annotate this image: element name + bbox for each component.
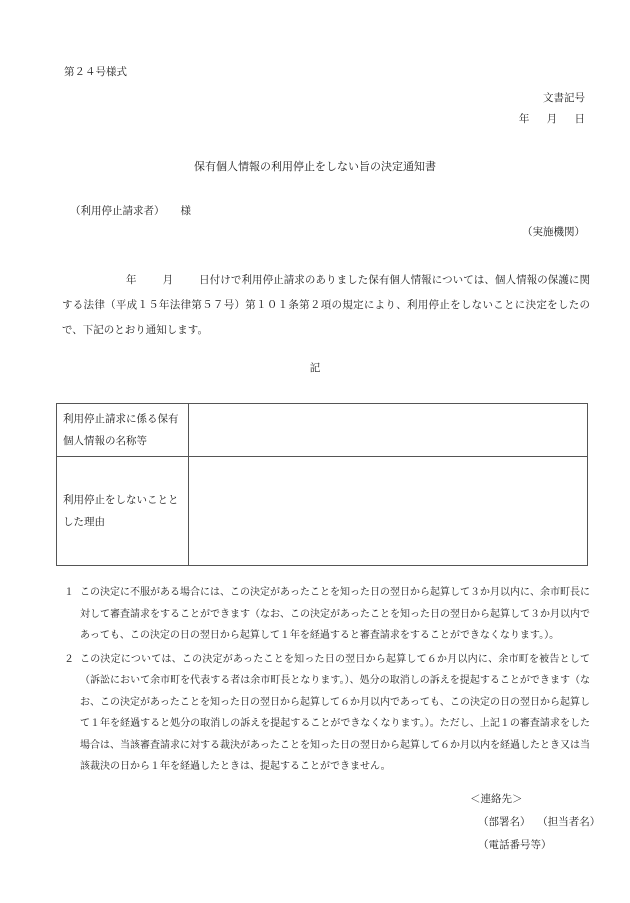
recipient [70,205,191,218]
date-month: 月 [546,113,558,125]
contact-names [470,811,600,834]
body-date-month: 月 [162,274,174,286]
contact-phone: （電話番号等） [478,839,552,851]
date-year: 年 [518,113,530,125]
body-date [62,274,199,286]
table-row [57,457,588,566]
note-text: この決定については、この決定があったことを知った日の翌日から起算して６か月以内に、余市町を被告として（訴訟において余市町を代表する者は余市町長となります。）、処分の取消しの訴えを提起することができます（なお、この決定があったことを知った日の翌日から起算して６か月以内であっても、この決定の日の翌日から起算して１年を経過すると処分の取消しの訴えを提起することができなくなります。）。ただし、上記１の審査請求をした場合は、当該審査請求に対する裁決があったことを知った日の翌日から起算して６か月以内を経過したとき又は当該裁決の日から１年を経過したときは、提起することができません。 [80,653,590,772]
document-title: 保有個人情報の利用停止をしない旨の決定通知書 [194,160,436,173]
notice-body [62,268,590,343]
date-day: 日 [574,113,585,125]
body-date-year: 年 [126,274,137,286]
recipient-name: （利用停止請求者） [70,205,165,217]
form-number: 第２４号様式 [64,66,127,78]
ki-heading: 記 [309,362,321,374]
note-number: １ [64,587,74,598]
table-row [57,404,588,457]
row2-label: 利用停止をしないこととした理由 [57,457,189,566]
contact-block [470,788,600,857]
info-table [56,403,588,566]
row1-value[interactable] [189,404,588,457]
note-item [64,582,590,647]
row1-label: 利用停止請求に係る保有個人情報の名称等 [57,404,189,457]
issue-date [519,113,585,126]
note-number: ２ [64,653,74,665]
recipient-honorific: 様 [180,205,191,217]
contact-person: （担当者名） [542,816,601,828]
note-item [64,649,590,778]
contact-heading: ＜連絡先＞ [470,793,523,805]
contact-department: （部署名） [478,816,531,828]
document-code: 文書記号 [543,92,585,104]
body-text: 日付けで利用停止請求のありました保有個人情報については、個人情報の保護に関する法律（平成１５年法律第５７号）第１０１条第２項の規定により、利用停止をしないことに決定をしたので、下記のとおり通知します。 [62,274,591,336]
notes-section [64,582,590,780]
row2-value[interactable] [189,457,588,566]
issuing-agency: （実施機関） [522,226,585,238]
note-text: この決定に不服がある場合には、この決定があったことを知った日の翌日から起算して３か月以内に、余市町長に対して審査請求をすることができます（なお、この決定があったことを知った日の翌日から起算して３か月以内であっても、この決定の日の翌日から起算して１年を経過すると審査請求をすることができなくなります。）。 [80,587,590,641]
